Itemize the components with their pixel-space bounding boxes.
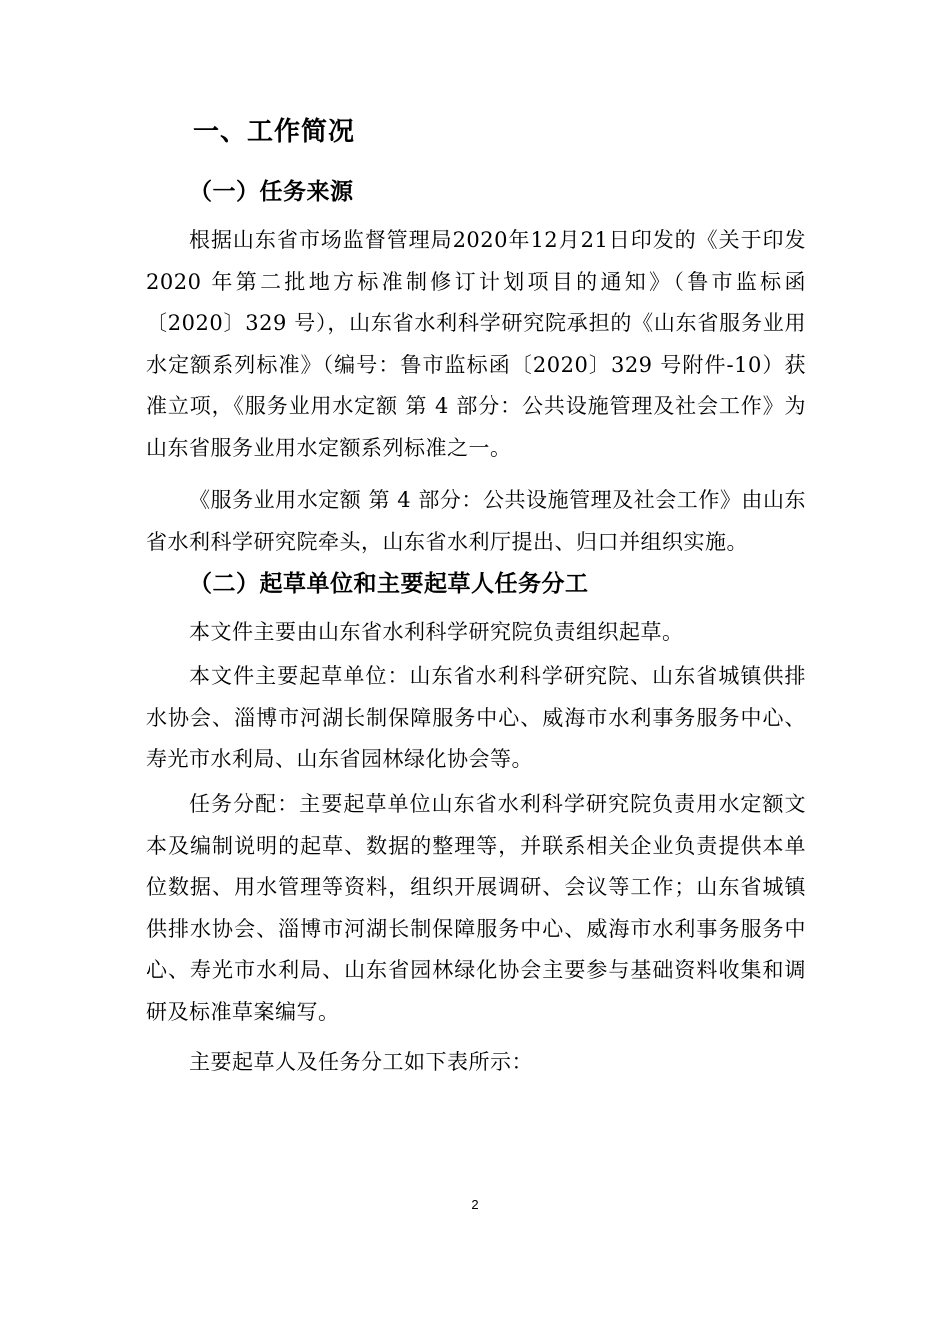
- subsection-heading-drafting-units: （二）起草单位和主要起草人任务分工: [189, 570, 589, 597]
- subsection-heading-task-source: （一）任务来源: [189, 178, 354, 205]
- paragraph-task-source: 根据山东省市场监督管理局2020年12月21日印发的《关于印发 2020 年第二批地方标准制修订计划项目的通知》（鲁市监标函〔2020〕329 号），山东省水利科学研究院承担的《山东省服务业用水定额系列标准》（编号：鲁市监标函〔2020〕329 号附件-10）获准立项，《服务业用水定额 第 4 部分：公共设施管理及社会工作》为山东省服务业用水定额系列标准之一。: [146, 228, 806, 460]
- section-heading: 一、工作简况: [193, 117, 356, 147]
- paragraph-lead-organization: 《服务业用水定额 第 4 部分：公共设施管理及社会工作》由山东省水利科学研究院牵头，山东省水利厅提出、归口并组织实施。: [146, 488, 806, 554]
- paragraph-table-intro: 主要起草人及任务分工如下表所示：: [189, 1050, 533, 1074]
- paragraph-drafting-organizer: 本文件主要由山东省水利科学研究院负责组织起草。: [189, 620, 684, 644]
- paragraph-task-allocation: 任务分配：主要起草单位山东省水利科学研究院负责用水定额文本及编制说明的起草、数据的整理等，并联系相关企业负责提供本单位数据、用水管理等资料，组织开展调研、会议等工作；山东省城镇供排水协会、淄博市河湖长制保障服务中心、威海市水利事务服务中心、寿光市水利局、山东省园林绿化协会主要参与基础资料收集和调研及标准草案编写。: [146, 792, 806, 1024]
- page-number: 2: [471, 1197, 479, 1212]
- paragraph-drafting-units: 本文件主要起草单位：山东省水利科学研究院、山东省城镇供排水协会、淄博市河湖长制保障服务中心、威海市水利事务服务中心、寿光市水利局、山东省园林绿化协会等。: [146, 664, 806, 771]
